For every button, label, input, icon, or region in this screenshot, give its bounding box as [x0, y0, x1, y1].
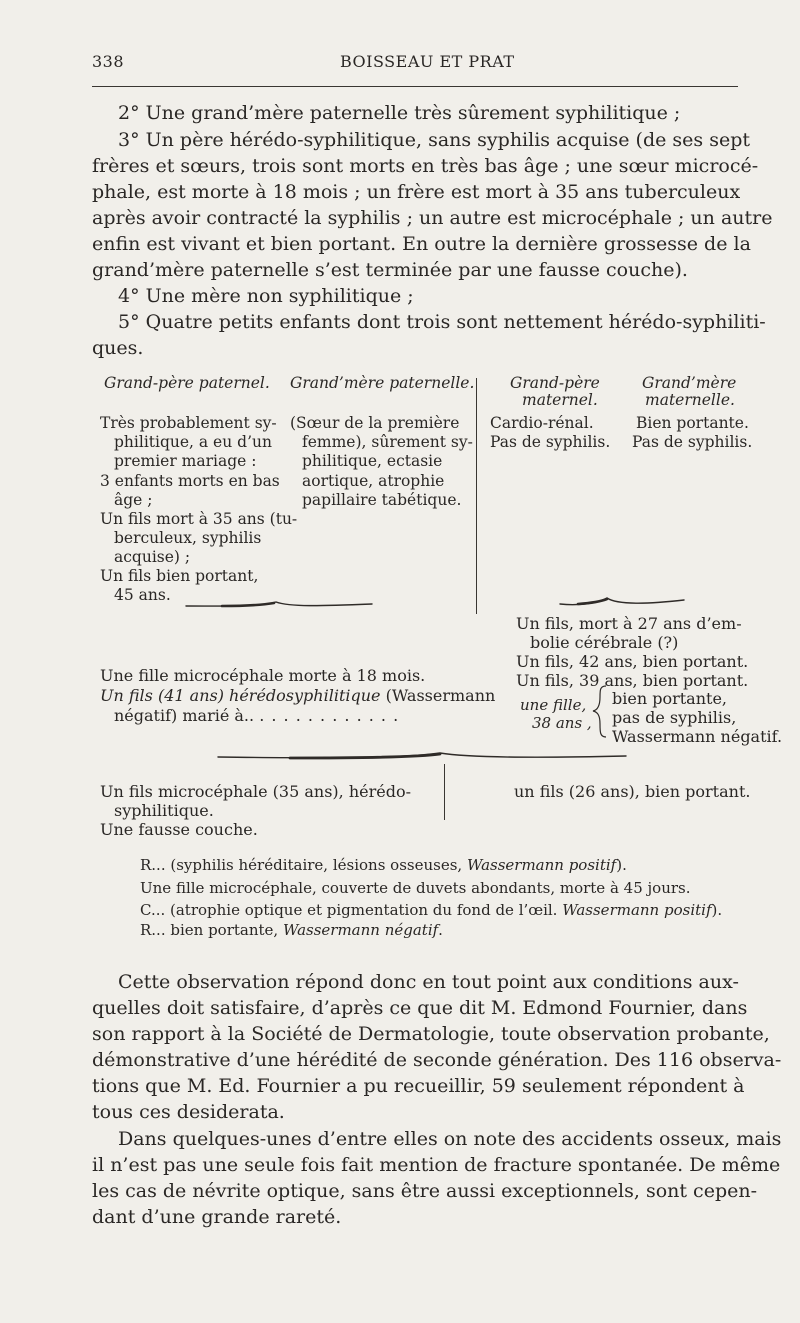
gm-paternelle-line: papillaire tabétique. — [302, 491, 462, 509]
list-line: phale, est morte à 18 mois ; un frère est mort à 35 ans tuberculeux — [92, 181, 741, 203]
paragraph-line: Dans quelques-unes d’entre elles on note des accidents osseux, mais — [118, 1128, 782, 1150]
paragraph-line: quelles doit satisfaire, d’après ce que dit M. Edmond Fournier, dans — [92, 997, 748, 1019]
paragraph-line: tous ces desiderata. — [92, 1101, 285, 1123]
list-line: 4° Une mère non syphilitique ; — [118, 285, 414, 307]
list-line: après avoir contracté la syphilis ; un autre est microcéphale ; un autre — [92, 207, 773, 229]
list-line: 2° Une grand’mère paternelle très sûrement syphilitique ; — [118, 102, 681, 124]
gp-paternel-line: acquise) ; — [114, 548, 191, 566]
gm-maternelle-title: maternelle. — [645, 391, 735, 409]
gp-maternel-title: maternel. — [522, 391, 598, 409]
grandchild-left-line: Un fils microcéphale (35 ans), hérédo- — [100, 782, 412, 801]
maternal-child-line: bolie cérébrale (?) — [530, 633, 679, 652]
gm-paternelle-line: femme), sûrement sy- — [302, 433, 473, 451]
paragraph-line: il n’est pas une seule fois fait mention de fracture spontanée. De même — [92, 1154, 781, 1176]
maternal-child-line: Un fils, 42 ans, bien portant. — [516, 652, 749, 671]
gp-paternel-line: philitique, a eu d’un — [114, 433, 272, 451]
gp-paternel-line: Très probablement sy- — [100, 414, 277, 432]
list-line: frères et sœurs, trois sont morts en très bas âge ; une sœur microcé- — [92, 155, 759, 177]
une-fille-line: bien portante, — [612, 689, 727, 708]
une-fille-line: pas de syphilis, — [612, 708, 737, 727]
paragraph-line: tions que M. Ed. Fournier a pu recueillir, 59 seulement répondent à — [92, 1075, 745, 1097]
great-grandchild-line: R... bien portante, Wassermann négatif. — [140, 921, 443, 939]
brace-paternal — [186, 602, 372, 606]
gp-maternel-title: Grand-père — [510, 374, 600, 392]
paragraph-line: dant d’une grande rareté. — [92, 1206, 342, 1228]
gp-paternel-title: Grand-père paternel. — [104, 374, 270, 392]
gm-paternelle-line: aortique, atrophie — [302, 472, 445, 490]
grandchild-right: un fils (26 ans), bien portant. — [514, 782, 751, 801]
gp-paternel-line: Un fils bien portant, — [100, 567, 259, 585]
gp-maternel-line: Cardio-rénal. — [490, 414, 594, 432]
list-line: 5° Quatre petits enfants dont trois sont nettement hérédo-syphiliti- — [118, 311, 766, 333]
paragraph-line: démonstrative d’une hérédité de seconde génération. Des 116 observa- — [92, 1049, 782, 1071]
une-fille-label: une fille, — [520, 696, 587, 714]
gm-maternelle-title: Grand’mère — [642, 374, 737, 392]
paternal-son-line2: négatif) marié à.. . . . . . . . . . . . . — [114, 706, 400, 725]
gm-maternelle-line: Bien portante. — [636, 414, 749, 432]
gp-paternel-line: berculeux, syphilis — [114, 529, 262, 547]
great-grandchild-line: C... (atrophie optique et pigmentation du fond de l’œil. Wassermann positif). — [140, 901, 723, 919]
brace-une-fille — [593, 686, 606, 737]
paragraph-line: les cas de névrite optique, sans être aussi exceptionnels, sont cepen- — [92, 1180, 758, 1202]
maternal-child-line: Un fils, mort à 27 ans d’em- — [516, 614, 742, 633]
une-fille-line: Wassermann négatif. — [612, 727, 783, 746]
page-number: 338 — [92, 52, 125, 71]
great-grandchild-line: Une fille microcéphale, couverte de duvets abondants, morte à 45 jours. — [140, 879, 691, 897]
gp-paternel-line: âge ; — [114, 491, 153, 509]
running-title: BOISSEAU ET PRAT — [340, 52, 515, 71]
list-line: ques. — [92, 337, 144, 359]
gm-paternelle-line: philitique, ectasie — [302, 452, 443, 470]
generation-separator — [444, 764, 445, 820]
great-grandchild-line: R... (syphilis héréditaire, lésions osseuses, Wassermann positif). — [140, 856, 627, 874]
gm-paternelle-line: (Sœur de la première — [290, 414, 460, 432]
list-line: enfin est vivant et bien portant. En outre la dernière grossesse de la — [92, 233, 751, 255]
gm-paternelle-title: Grand’mère paternelle. — [290, 374, 475, 392]
gp-paternel-line: 45 ans. — [114, 586, 171, 604]
gp-paternel-line: premier mariage : — [114, 452, 257, 470]
une-fille-label: 38 ans , — [532, 714, 592, 732]
list-line: 3° Un père hérédo-syphilitique, sans syphilis acquise (de ses sept — [118, 129, 750, 151]
paragraph-line: son rapport à la Société de Dermatologie, toute observation probante, — [92, 1023, 770, 1045]
gp-paternel-line: 3 enfants morts en bas — [100, 472, 280, 490]
paternal-daughter: Une fille microcéphale morte à 18 mois. — [100, 666, 426, 685]
list-line: grand’mère paternelle s’est terminée par une fausse couche). — [92, 259, 688, 281]
paternal-son: Un fils (41 ans) hérédosyphilitique (Wassermann — [100, 686, 496, 705]
gp-paternel-line: Un fils mort à 35 ans (tu- — [100, 510, 298, 528]
grandchild-left-line: syphilitique. — [114, 801, 214, 820]
gm-maternelle-line: Pas de syphilis. — [632, 433, 753, 451]
paragraph-line: Cette observation répond donc en tout point aux conditions aux- — [118, 971, 739, 993]
gp-maternel-line: Pas de syphilis. — [490, 433, 611, 451]
grandchild-left-line: Une fausse couche. — [100, 820, 258, 839]
maternal-child-line: Un fils, 39 ans, bien portant. — [516, 671, 749, 690]
